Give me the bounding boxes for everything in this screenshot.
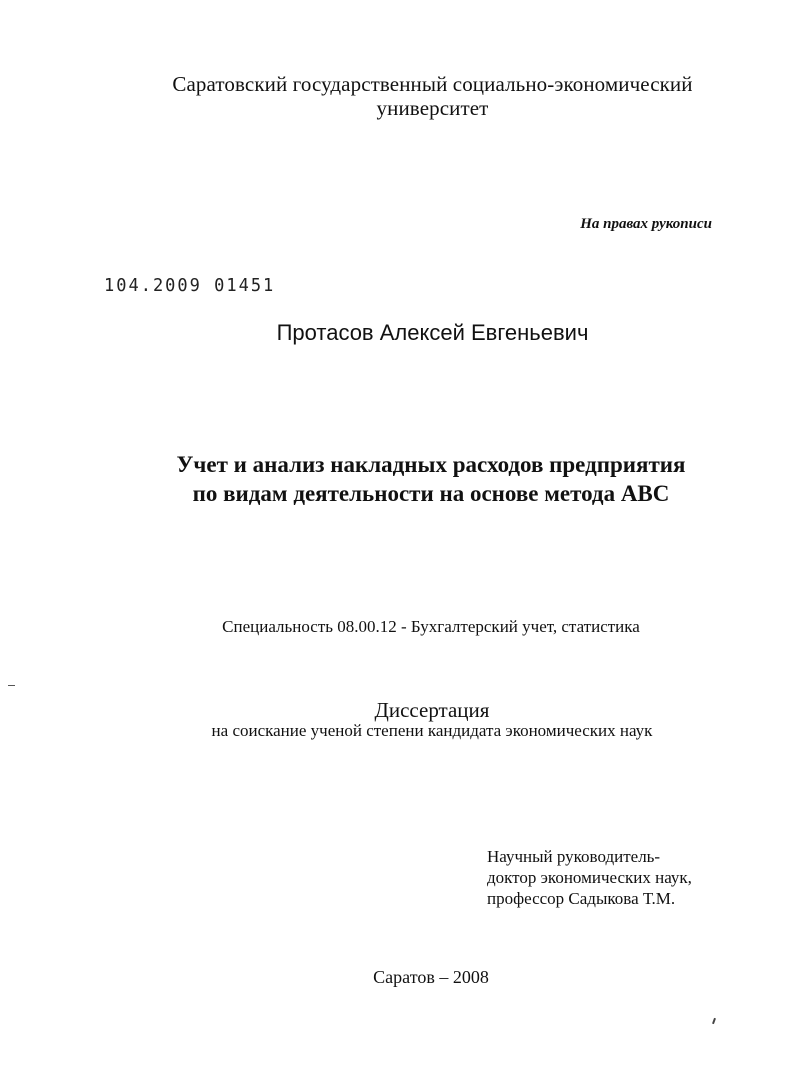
university-name-line-2: университет <box>376 96 489 120</box>
dissertation-title <box>0 450 795 508</box>
dissertation-degree-line: на соискание ученой степени кандидата экономических наук <box>211 721 653 740</box>
supervisor-line-2: доктор экономических наук, <box>487 868 692 887</box>
manuscript-rights-note: На правах рукописи <box>580 216 712 232</box>
dissertation-title-line-1: Учет и анализ накладных расходов предприятия <box>176 452 686 477</box>
supervisor-block <box>487 846 692 909</box>
university-name <box>0 72 795 120</box>
scan-speck <box>712 1018 716 1024</box>
scan-speck <box>8 685 15 686</box>
university-name-line-1: Саратовский государственный социально-экономический <box>172 72 693 96</box>
dissertation-title-line-2: по видам деятельности на основе метода ABC <box>192 481 670 506</box>
specialty-line: Специальность 08.00.12 - Бухгалтерский учет, статистика <box>222 617 640 636</box>
supervisor-line-1: Научный руководитель- <box>487 847 661 866</box>
supervisor-line-3: профессор Садыкова Т.М. <box>487 889 676 908</box>
dissertation-heading: Диссертация <box>374 698 490 722</box>
author-name: Протасов Алексей Евгеньевич <box>276 320 589 345</box>
city-year: Саратов – 2008 <box>373 967 489 987</box>
registration-stamp: 104.2009 01451 <box>104 275 276 297</box>
